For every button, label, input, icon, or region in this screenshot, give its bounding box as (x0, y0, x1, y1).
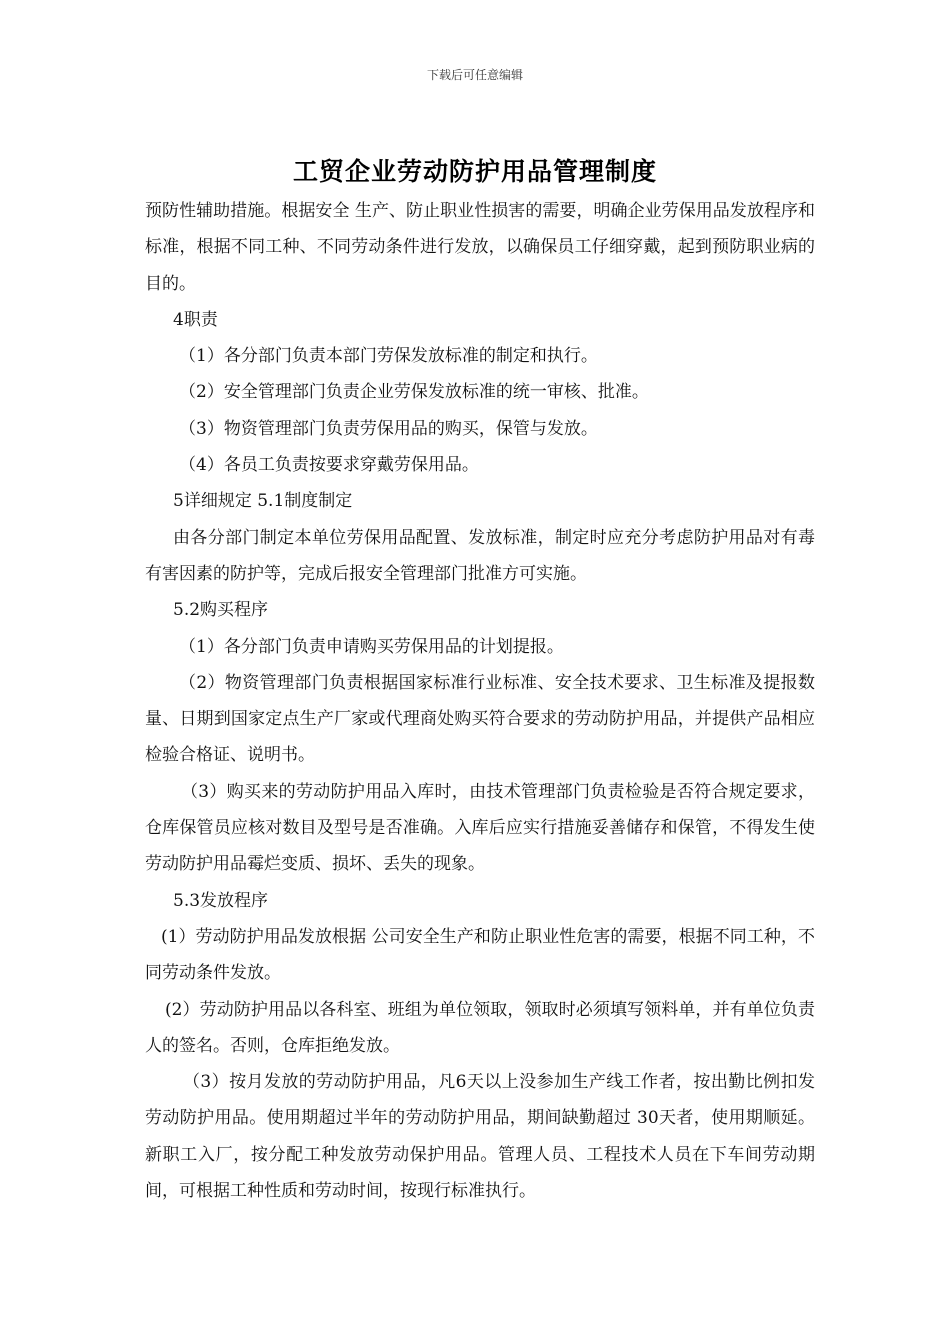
responsibility-item-4: （4）各员工负责按要求穿戴劳保用品。 (179, 455, 479, 476)
purchase-item-3: （3）购买来的劳动防护用品入库时，由技术管理部门负责检验是否符合规定要求，仓库保管员应核对数目及型号是否准确。入库后应实行措施妥善储存和保管，不得发生使劳动防护用品霉烂变质、损坏、丢失的现象。 (145, 781, 815, 875)
section-heading-purchase: 5.2购买程序 (173, 600, 269, 621)
section-heading-detailed-rules: 5详细规定 5.1制度制定 (173, 491, 353, 512)
paragraph-rule-formulation: 由各分部门制定本单位劳保用品配置、发放标准，制定时应充分考虑防护用品对有毒有害因素的防护等，完成后报安全管理部门批准方可实施。 (145, 527, 815, 584)
page-header-note: 下载后可任意编辑 (426, 68, 523, 82)
purchase-item-1: （1）各分部门负责申请购买劳保用品的计划提报。 (179, 636, 564, 657)
document-title: 工贸企业劳动防护用品管理制度 (292, 157, 657, 186)
purchase-item-2: （2）物资管理部门负责根据国家标准行业标准、安全技术要求、卫生标准及提报数量、日期到国家定点生产厂家或代理商处购买符合要求的劳动防护用品，并提供产品相应检验合格证、说明书。 (145, 672, 815, 766)
document-body (145, 193, 815, 1209)
paragraph-intro: 预防性辅助措施。根据安全 生产、防止职业性损害的需要，明确企业劳保用品发放程序和标准，根据不同工种、不同劳动条件进行发放，以确保员工仔细穿戴，起到预防职业病的目的。 (145, 201, 815, 294)
distribution-item-2: (2）劳动防护用品以各科室、班组为单位领取，领取时必须填写领料单，并有单位负责人的签名。否则，仓库拒绝发放。 (145, 999, 815, 1056)
responsibility-item-1: （1）各分部门负责本部门劳保发放标准的制定和执行。 (179, 346, 598, 367)
section-heading-responsibilities: 4职责 (173, 309, 218, 330)
distribution-item-1: (1）劳动防护用品发放根据 公司安全生产和防止职业性危害的需要，根据不同工种，不同劳动条件发放。 (145, 926, 815, 984)
responsibility-item-3: （3）物资管理部门负责劳保用品的购买，保管与发放。 (179, 418, 598, 439)
responsibility-item-2: （2）安全管理部门负责企业劳保发放标准的统一审核、批准。 (179, 382, 649, 403)
section-heading-distribution: 5.3发放程序 (173, 890, 269, 911)
distribution-item-3: （3）按月发放的劳动防护用品，凡6天以上没参加生产线工作者，按出勤比例扣发劳动防护用品。使用期超过半年的劳动防护用品，期间缺勤超过 30天者，使用期顺延。新职工入厂，按分配工种发放劳动保护用品。管理人员、工程技术人员在下车间劳动期间，可根据工种性质和劳动时间，按现行标准执行。 (145, 1072, 815, 1202)
